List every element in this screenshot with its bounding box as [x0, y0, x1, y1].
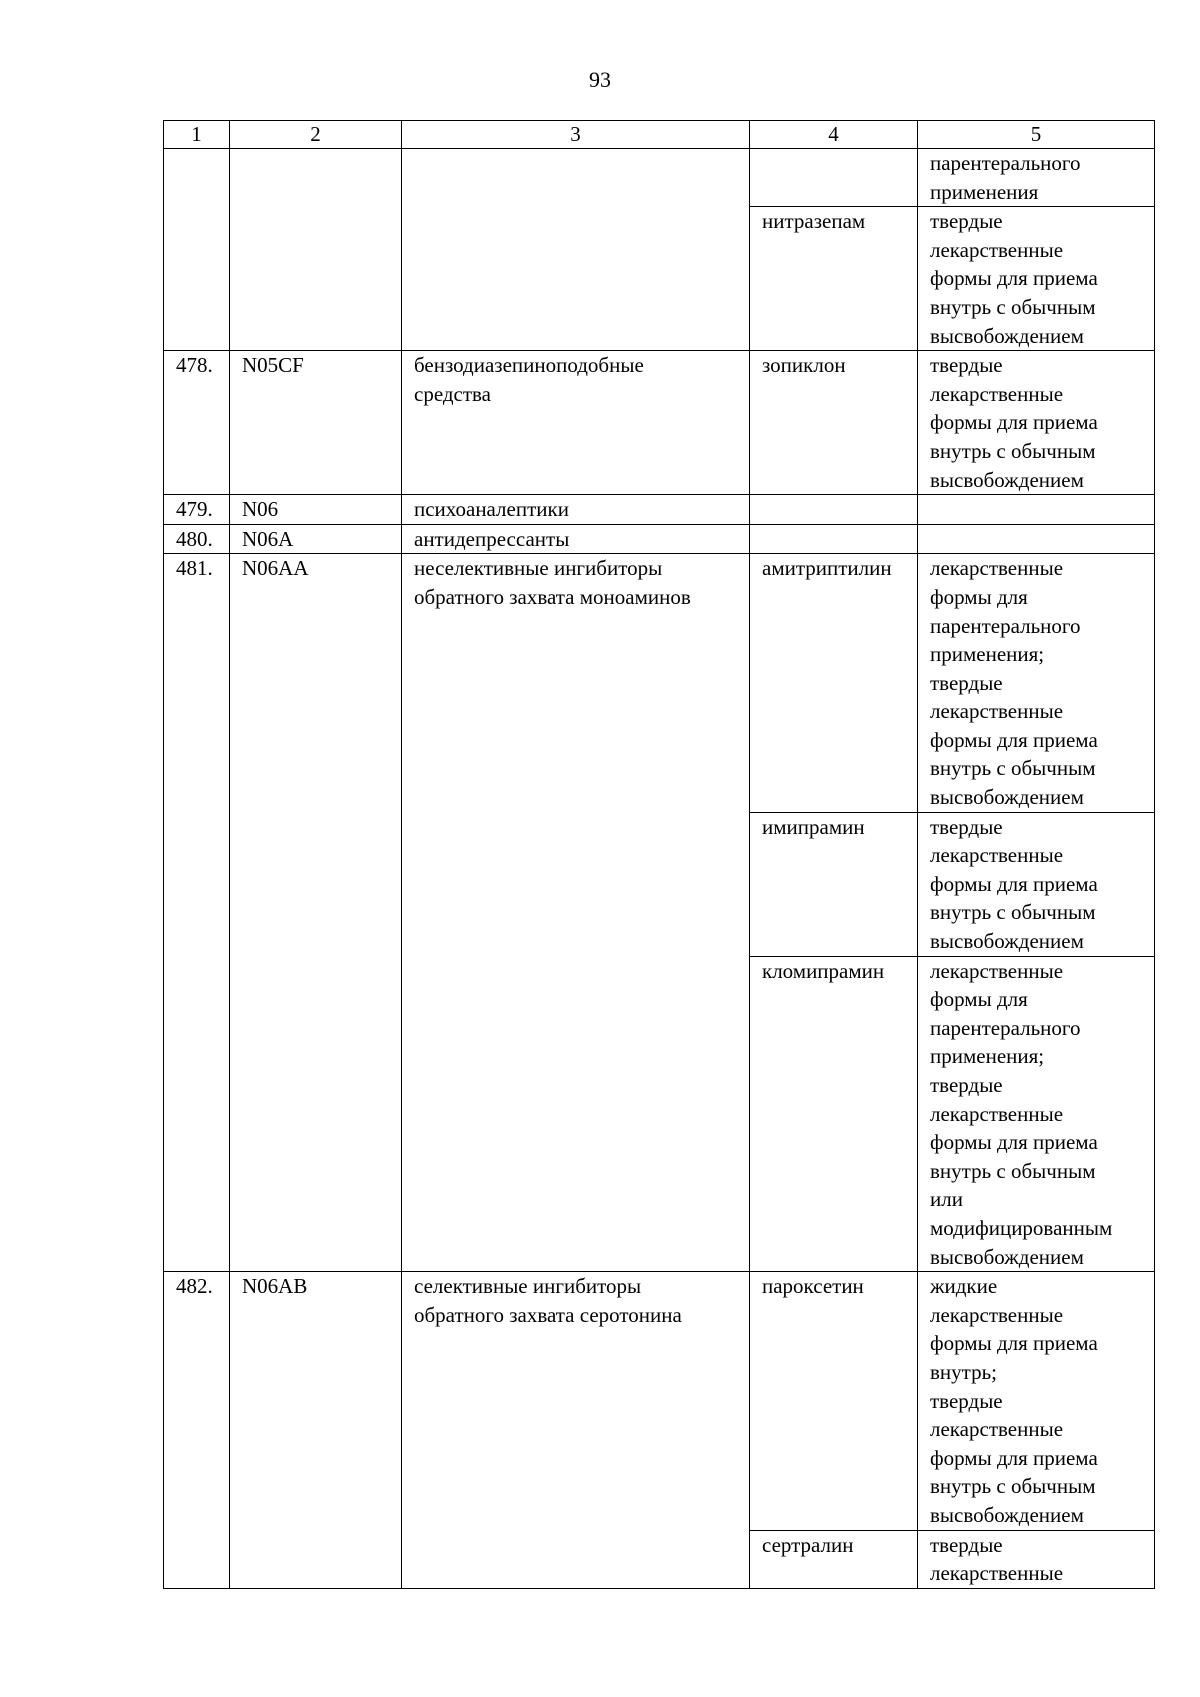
dosage-form-cell: лекарственные формы для парентерального применения; твердые лекарственные формы для приема внутрь с обычным или модифицированным высвобождением — [918, 956, 1155, 1272]
group-name-cell: психоаналептики — [402, 495, 750, 525]
row-number-cell: 479. — [164, 495, 230, 525]
table-row — [164, 524, 1155, 554]
atc-code-cell: N05CF — [230, 351, 402, 495]
dosage-form-cell: твердые лекарственные формы для приема внутрь с обычным высвобождением — [918, 207, 1155, 351]
drug-name-cell — [750, 495, 918, 525]
atc-code-cell: N06AB — [230, 1272, 402, 1589]
drug-name-cell — [750, 524, 918, 554]
table-row — [164, 351, 1155, 495]
table-row — [164, 495, 1155, 525]
dosage-form-cell: твердые лекарственные — [918, 1530, 1155, 1588]
dosage-form-cell: твердые лекарственные формы для приема внутрь с обычным высвобождением — [918, 812, 1155, 956]
dosage-form-cell: парентерального применения — [918, 149, 1155, 207]
row-number-cell — [164, 149, 230, 351]
atc-code-cell: N06 — [230, 495, 402, 525]
drug-name-cell: зопиклон — [750, 351, 918, 495]
group-name-cell — [402, 149, 750, 351]
table-row — [164, 149, 1155, 207]
row-number-cell: 480. — [164, 524, 230, 554]
medication-table — [163, 120, 1155, 1589]
group-name-cell: бензодиазепиноподобные средства — [402, 351, 750, 495]
row-number-cell: 482. — [164, 1272, 230, 1589]
dosage-form-cell: лекарственные формы для парентерального применения; твердые лекарственные формы для приема внутрь с обычным высвобождением — [918, 554, 1155, 812]
column-number-row — [164, 121, 1155, 149]
drug-name-cell: амитриптилин — [750, 554, 918, 812]
group-name-cell: антидепрессанты — [402, 524, 750, 554]
drug-name-cell: нитразепам — [750, 207, 918, 351]
group-name-cell: селективные ингибиторы обратного захвата серотонина — [402, 1272, 750, 1589]
column-header-3: 3 — [402, 121, 750, 149]
row-number-cell: 478. — [164, 351, 230, 495]
column-header-1: 1 — [164, 121, 230, 149]
column-header-2: 2 — [230, 121, 402, 149]
dosage-form-cell: жидкие лекарственные формы для приема внутрь; твердые лекарственные формы для приема внутрь с обычным высвобождением — [918, 1272, 1155, 1530]
dosage-form-cell: твердые лекарственные формы для приема внутрь с обычным высвобождением — [918, 351, 1155, 495]
dosage-form-cell — [918, 524, 1155, 554]
table-row — [164, 554, 1155, 812]
drug-name-cell: сертралин — [750, 1530, 918, 1588]
atc-code-cell — [230, 149, 402, 351]
group-name-cell: неселективные ингибиторы обратного захвата моноаминов — [402, 554, 750, 1272]
dosage-form-cell — [918, 495, 1155, 525]
row-number-cell: 481. — [164, 554, 230, 1272]
drug-name-cell: имипрамин — [750, 812, 918, 956]
table-row — [164, 1272, 1155, 1530]
drug-name-cell — [750, 149, 918, 207]
page-number: 93 — [589, 67, 611, 92]
drug-name-cell: кломипрамин — [750, 956, 918, 1272]
drug-name-cell: пароксетин — [750, 1272, 918, 1530]
column-header-4: 4 — [750, 121, 918, 149]
atc-code-cell: N06A — [230, 524, 402, 554]
column-header-5: 5 — [918, 121, 1155, 149]
atc-code-cell: N06AA — [230, 554, 402, 1272]
